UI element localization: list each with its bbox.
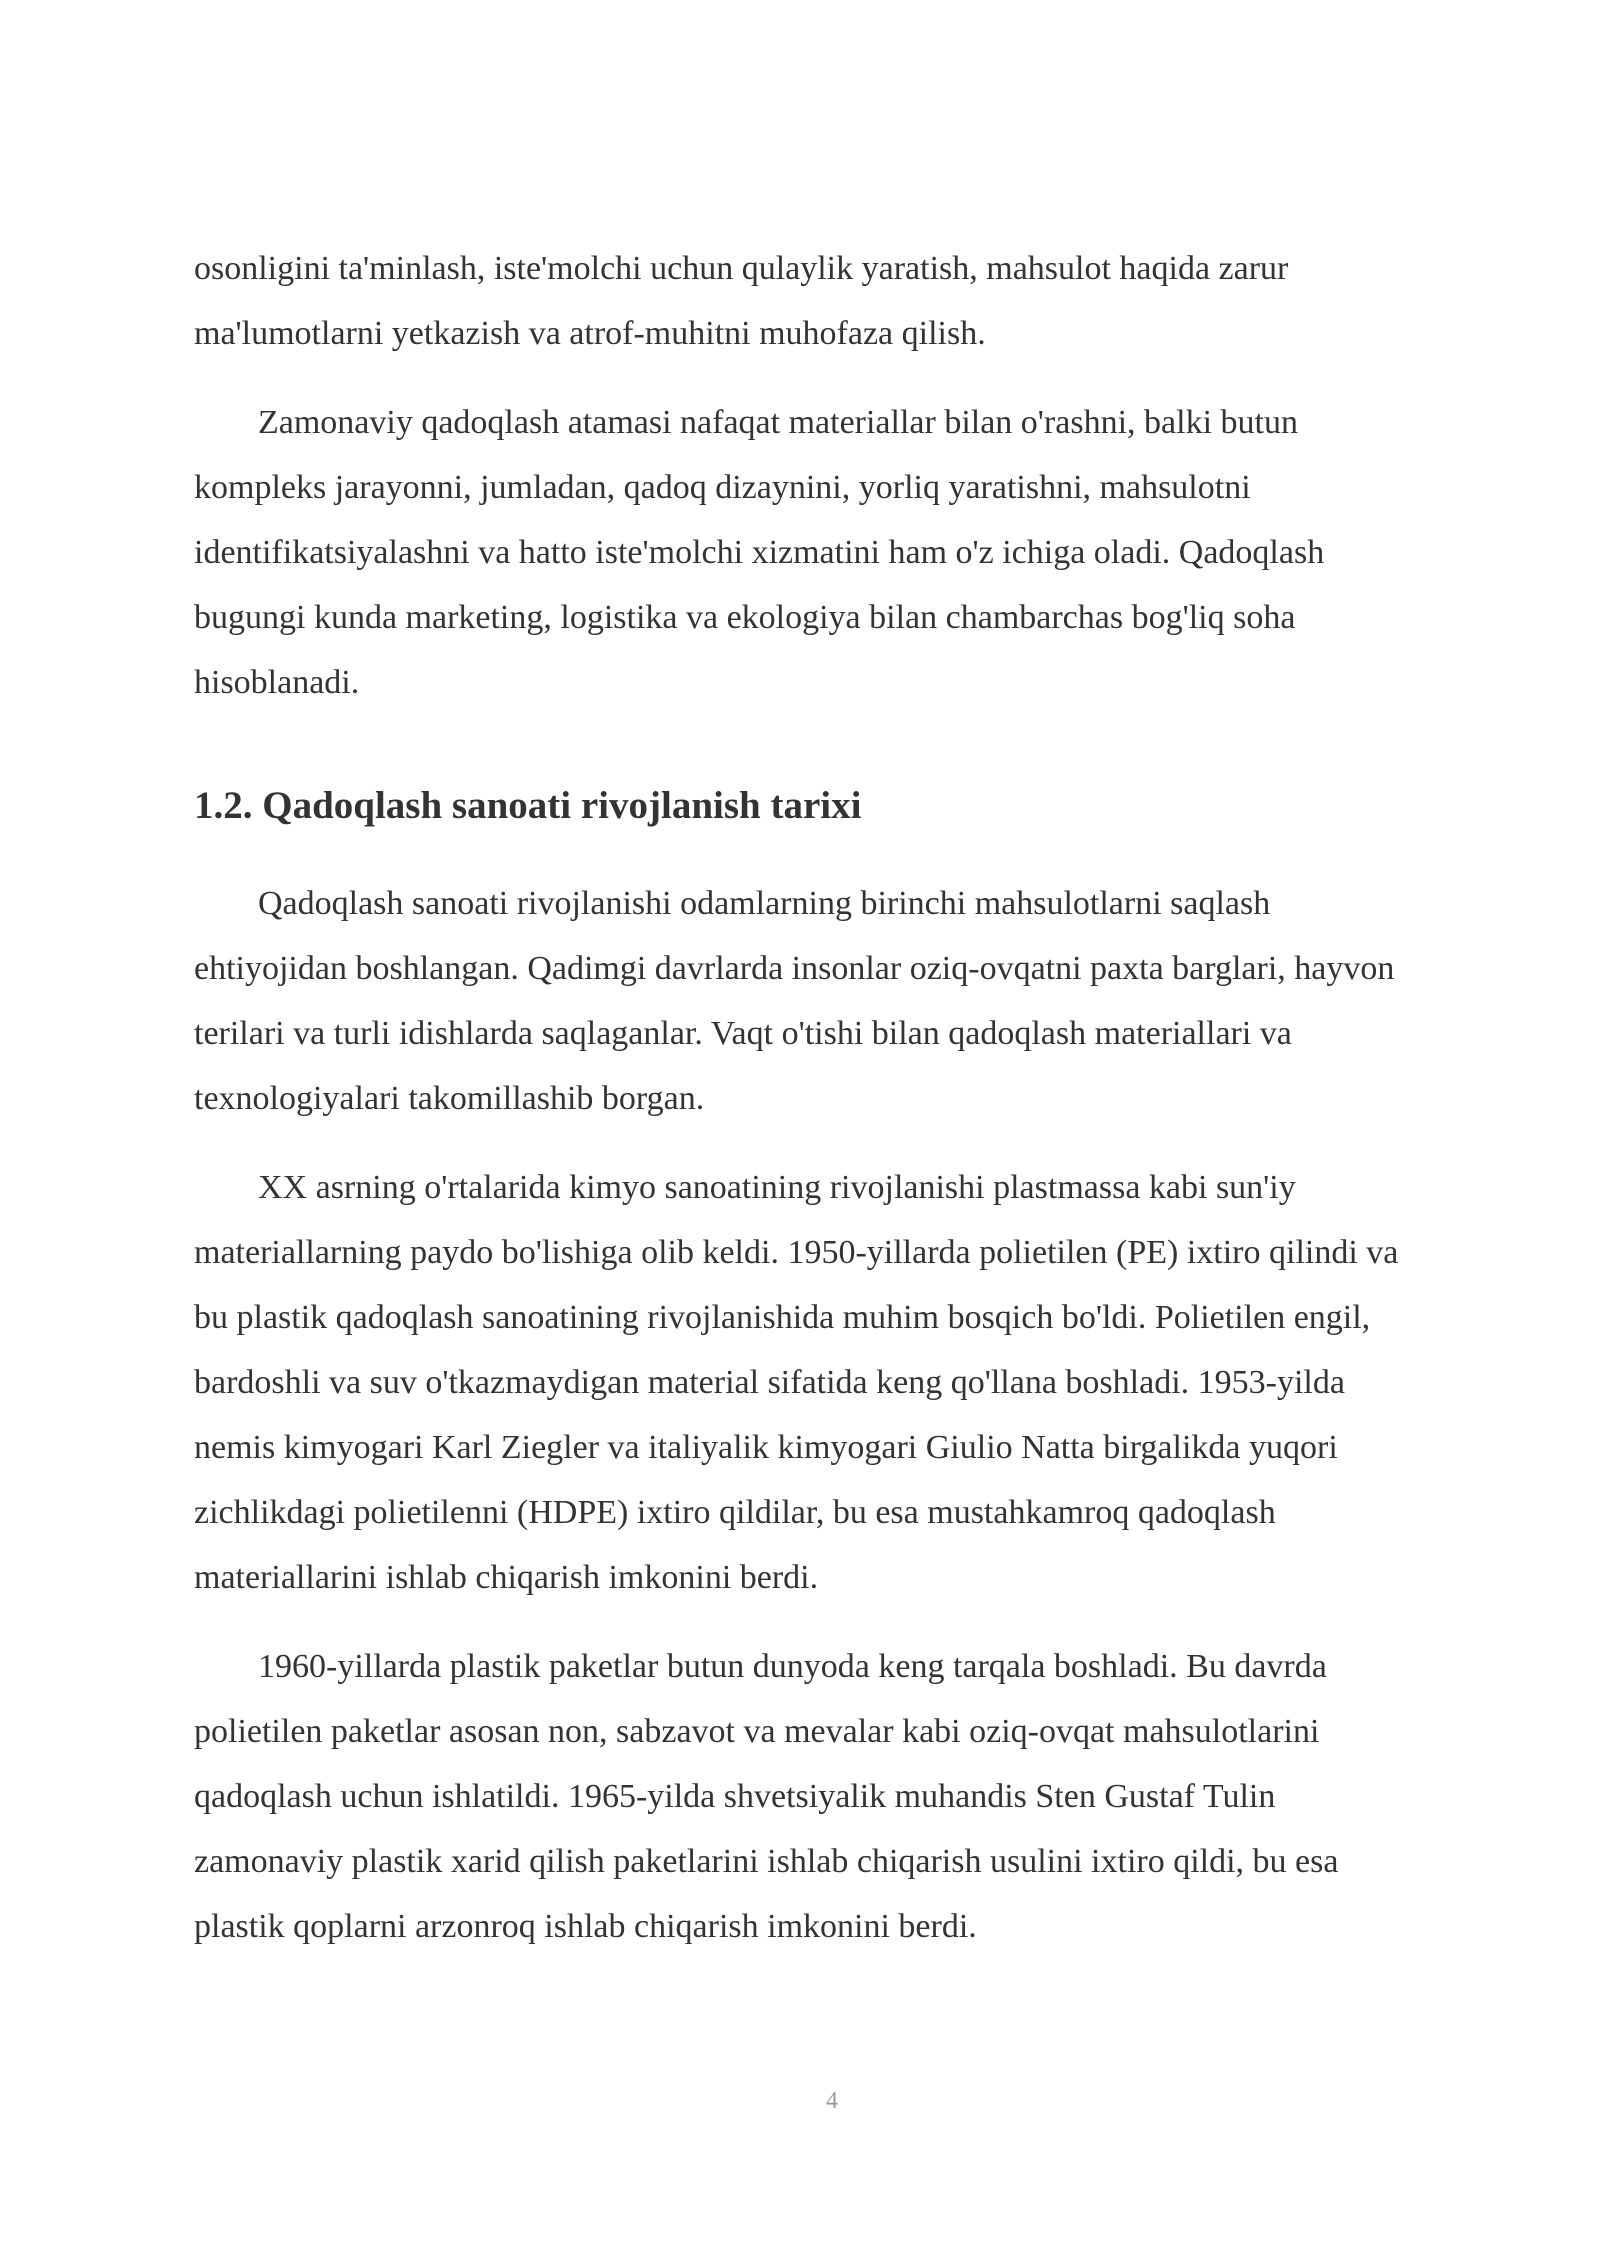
paragraph-continuation: osonligini ta'minlash, iste'molchi uchun qulaylik yaratish, mahsulot haqida zarur ma'lumotlarni yetkazish va atrof-muhitni muhofaza qilish. (194, 250, 1289, 352)
paragraph-history-origins: Qadoqlash sanoati rivojlanishi odamlarning birinchi mahsulotlarni saqlash ehtiyojidan boshlangan. Qadimgi davrlarda insonlar oziq-ovqatni paxta barglari, hayvon terilari va turli idishlarda saqlaganlar. Vaqt o'tishi bilan qadoqlash materiallari va texnologiyalari takomillashib borgan. (194, 885, 1395, 1117)
page-number: 4 (826, 2088, 838, 2114)
section-heading: 1.2. Qadoqlash sanoati rivojlanish tarixi (194, 784, 862, 827)
page-content (194, 236, 1409, 1983)
paragraph-modern-packaging: Zamonaviy qadoqlash atamasi nafaqat materiallar bilan o'rashni, balki butun kompleks jarayonni, jumladan, qadoq dizaynini, yorliq yaratishni, mahsulotni identifikatsiyalashni va hatto iste'molchi xizmatini ham o'z ichiga oladi. Qadoqlash bugungi kunda marketing, logistika va ekologiya bilan chambarchas bog'liq soha hisoblanadi. (194, 404, 1325, 701)
paragraph-plastic-bags: 1960-yillarda plastik paketlar butun dunyoda keng tarqala boshladi. Bu davrda polietilen paketlar asosan non, sabzavot va mevalar kabi oziq-ovqat mahsulotlarini qadoqlash uchun ishlatildi. 1965-yilda shvetsiyalik muhandis Sten Gustaf Tulin zamonaviy plastik xarid qilish paketlarini ishlab chiqarish usulini ixtiro qildi, bu esa plastik qoplarni arzonroq ishlab chiqarish imkonini berdi. (194, 1648, 1339, 1945)
paragraph-polyethylene: XX asrning o'rtalarida kimyo sanoatining rivojlanishi plastmassa kabi sun'iy materiallarning paydo bo'lishiga olib keldi. 1950-yillarda polietilen (PE) ixtiro qilindi va bu plastik qadoqlash sanoatining rivojlanishida muhim bosqich bo'ldi. Polietilen engil, bardoshli va suv o'tkazmaydigan material sifatida keng qo'llana boshladi. 1953-yilda nemis kimyogari Karl Ziegler va italiyalik kimyogari Giulio Natta birgalikda yuqori zichlikdagi polietilenni (HDPE) ixtiro qildilar, bu esa mustahkamroq qadoqlash materiallarini ishlab chiqarish imkonini berdi. (194, 1169, 1399, 1596)
